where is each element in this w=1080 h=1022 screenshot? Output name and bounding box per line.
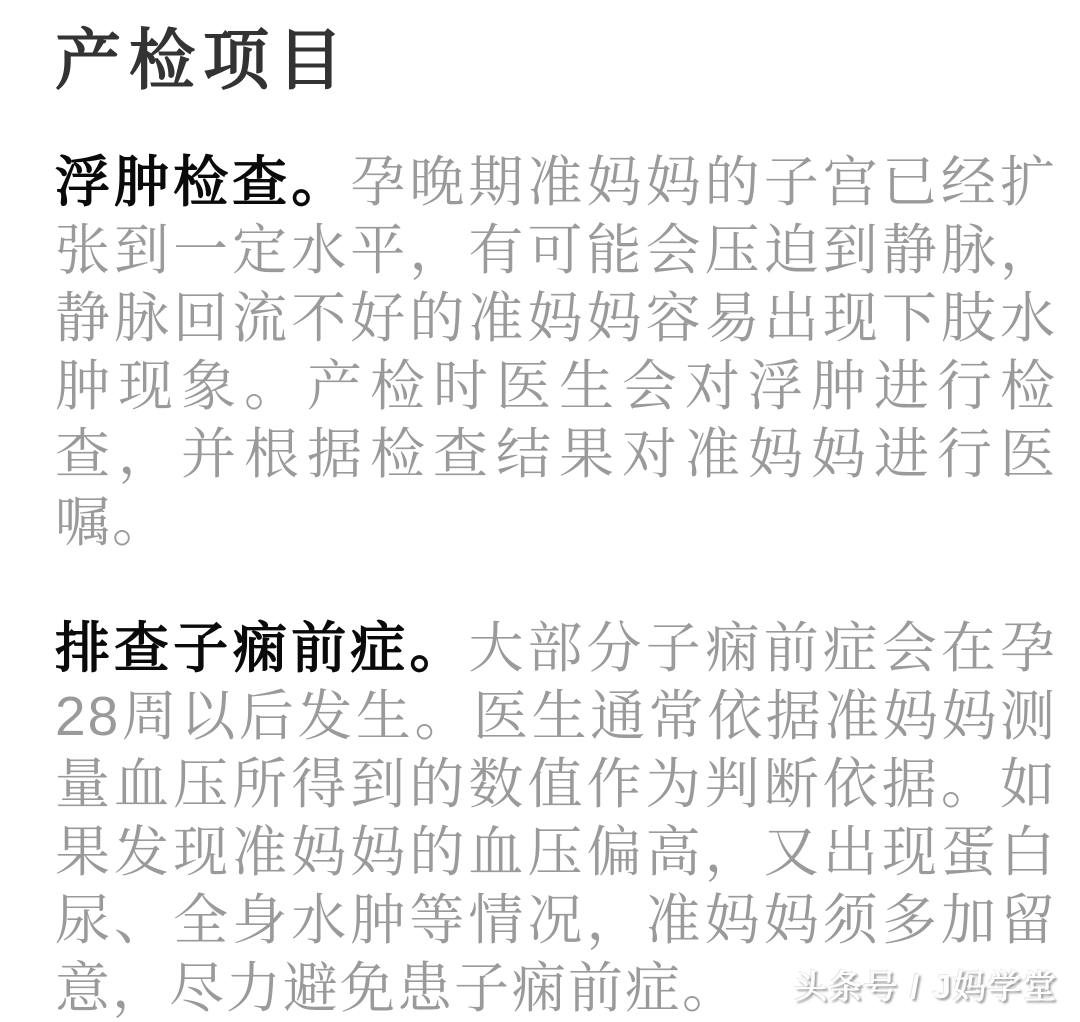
- section-preeclampsia-body: 大部分子痫前症会在孕28周以后发生。医生通常依据准妈妈测量血压所得到的数值作为判断依据。如果发现准妈妈的血压偏高，又出现蛋白尿、全身水肿等情况，准妈妈须多加留意，尽力避免患子痫前症。: [55, 617, 1057, 1019]
- watermark: 头条号 / J妈学堂: [794, 968, 1058, 1005]
- section-edema-body: 孕晚期准妈妈的子宫已经扩张到一定水平，有可能会压迫到静脉，静脉回流不好的准妈妈容易出现下肢水肿现象。产检时医生会对浮肿进行检查，并根据检查结果对准妈妈进行医嘱。: [55, 151, 1057, 553]
- section-preeclampsia-heading: 排查子痫前症。: [55, 617, 469, 679]
- page-title: 产检项目: [55, 23, 351, 97]
- section-preeclampsia-screening: [55, 614, 1057, 1022]
- section-edema-check: [55, 148, 1057, 556]
- section-edema-heading: 浮肿检查。: [55, 151, 351, 213]
